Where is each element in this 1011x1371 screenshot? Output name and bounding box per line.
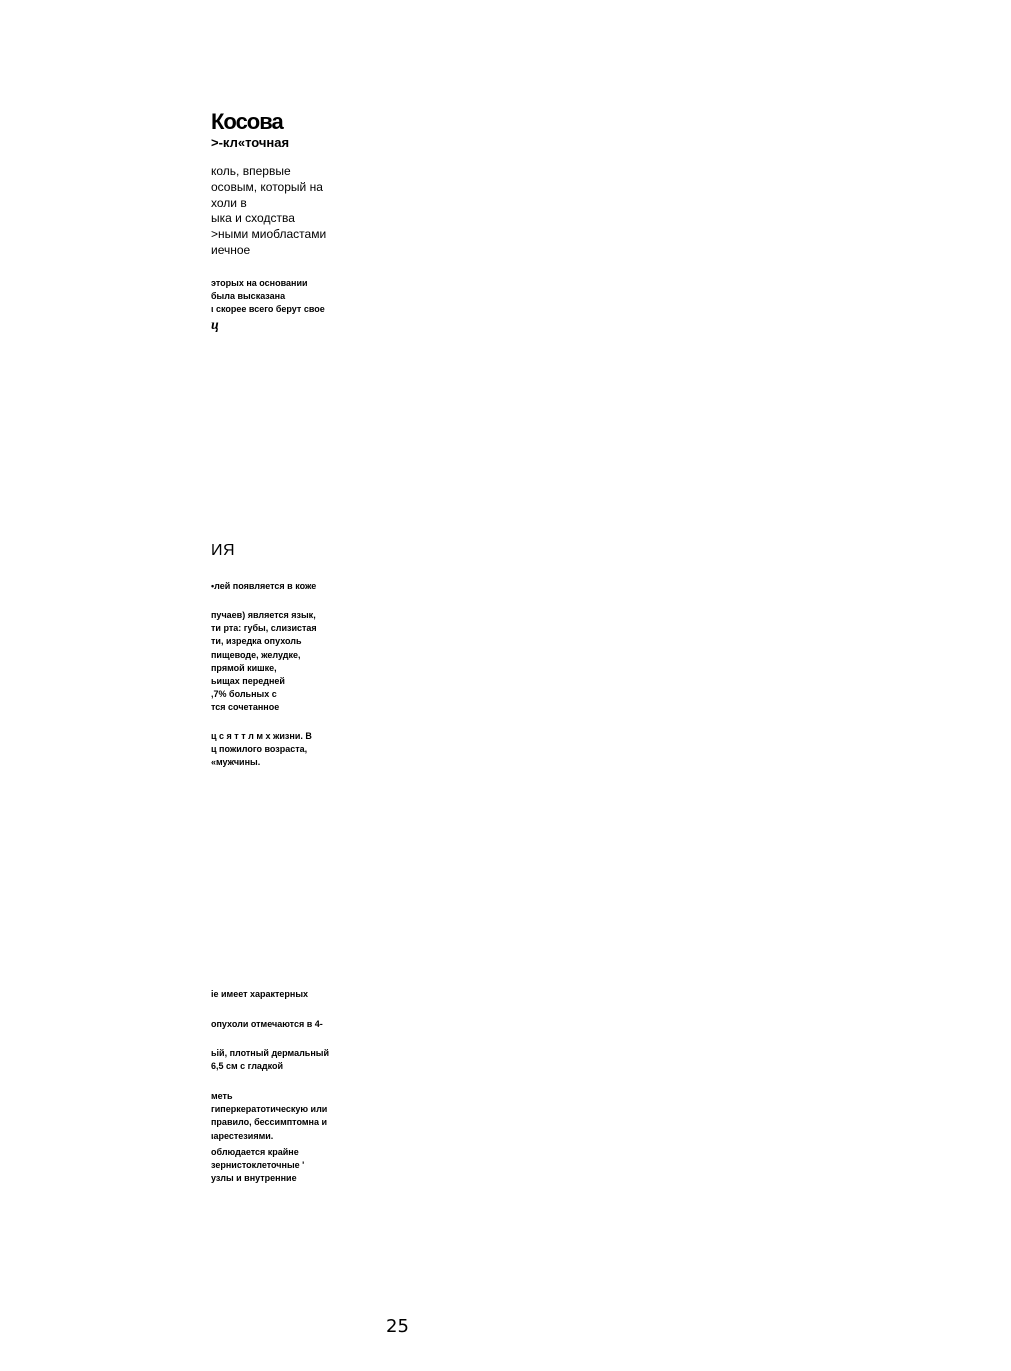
text-line: ти рта: губы, слизистая — [211, 623, 317, 634]
text-line: эторых на основании — [211, 278, 308, 288]
text-line: иечное — [211, 242, 251, 257]
text-line: ц с я т т л м х жизни. В — [211, 731, 312, 741]
text-line: осовым, который на — [211, 179, 323, 194]
text-line: коль, впервые — [211, 164, 291, 178]
paragraph-1 — [211, 164, 326, 259]
text-line: пучаев) является язык, — [211, 610, 316, 620]
paragraph-7 — [211, 1018, 323, 1031]
text-line: меть — [211, 1091, 233, 1101]
subheading: >-кл«точная — [211, 135, 290, 150]
text-line: ι скорее всего берут свое — [211, 304, 325, 315]
paragraph-2 — [211, 277, 325, 317]
paragraph-10 — [211, 1146, 304, 1186]
text-line: прямой кишке, — [211, 662, 277, 673]
text-line: >ными миобластами — [211, 227, 327, 242]
paragraph-8 — [211, 1047, 329, 1073]
text-line: узлы и внутренние — [211, 1173, 297, 1184]
page-number: 25 — [386, 1316, 409, 1337]
text-line: пищеводе, желудке, — [211, 649, 301, 660]
text-line: ьій, плотный дермальный — [211, 1048, 329, 1058]
glyph-fragment: ц — [211, 318, 219, 333]
text-line: гиперкератотическую или — [211, 1104, 328, 1115]
text-line: ,7% больных с — [211, 689, 277, 700]
text-line: холи в — [211, 195, 247, 210]
text-line: зернистоклеточные ' — [211, 1160, 305, 1171]
text-line: ьищах передней — [211, 676, 285, 687]
text-line: ц пожилого возраста, — [211, 744, 308, 755]
text-line: •лей появляется в коже — [211, 581, 317, 591]
text-line: ти, изредка опухоль — [211, 636, 302, 647]
text-line: ιарестезиями. — [211, 1130, 274, 1141]
text-line: іе имеет характерных — [211, 989, 309, 999]
page-heading: Косова — [211, 109, 283, 134]
text-line: правило, бессимптомна и — [211, 1117, 327, 1128]
paragraph-5 — [211, 730, 312, 770]
paragraph-4 — [211, 609, 317, 715]
text-line: облюдается крайне — [211, 1147, 299, 1157]
text-line: была высказана — [211, 291, 286, 302]
paragraph-3 — [211, 580, 316, 593]
text-line: опухоли отмечаются в 4- — [211, 1019, 323, 1029]
text-line: 6,5 см с гладкой — [211, 1061, 284, 1072]
text-line: ыка и сходства — [211, 211, 295, 226]
text-line: «мужчины. — [211, 757, 261, 768]
section-heading: ИЯ — [211, 542, 236, 559]
paragraph-9 — [211, 1090, 327, 1143]
text-line: тся сочетанное — [211, 702, 280, 713]
paragraph-6 — [211, 988, 308, 1001]
